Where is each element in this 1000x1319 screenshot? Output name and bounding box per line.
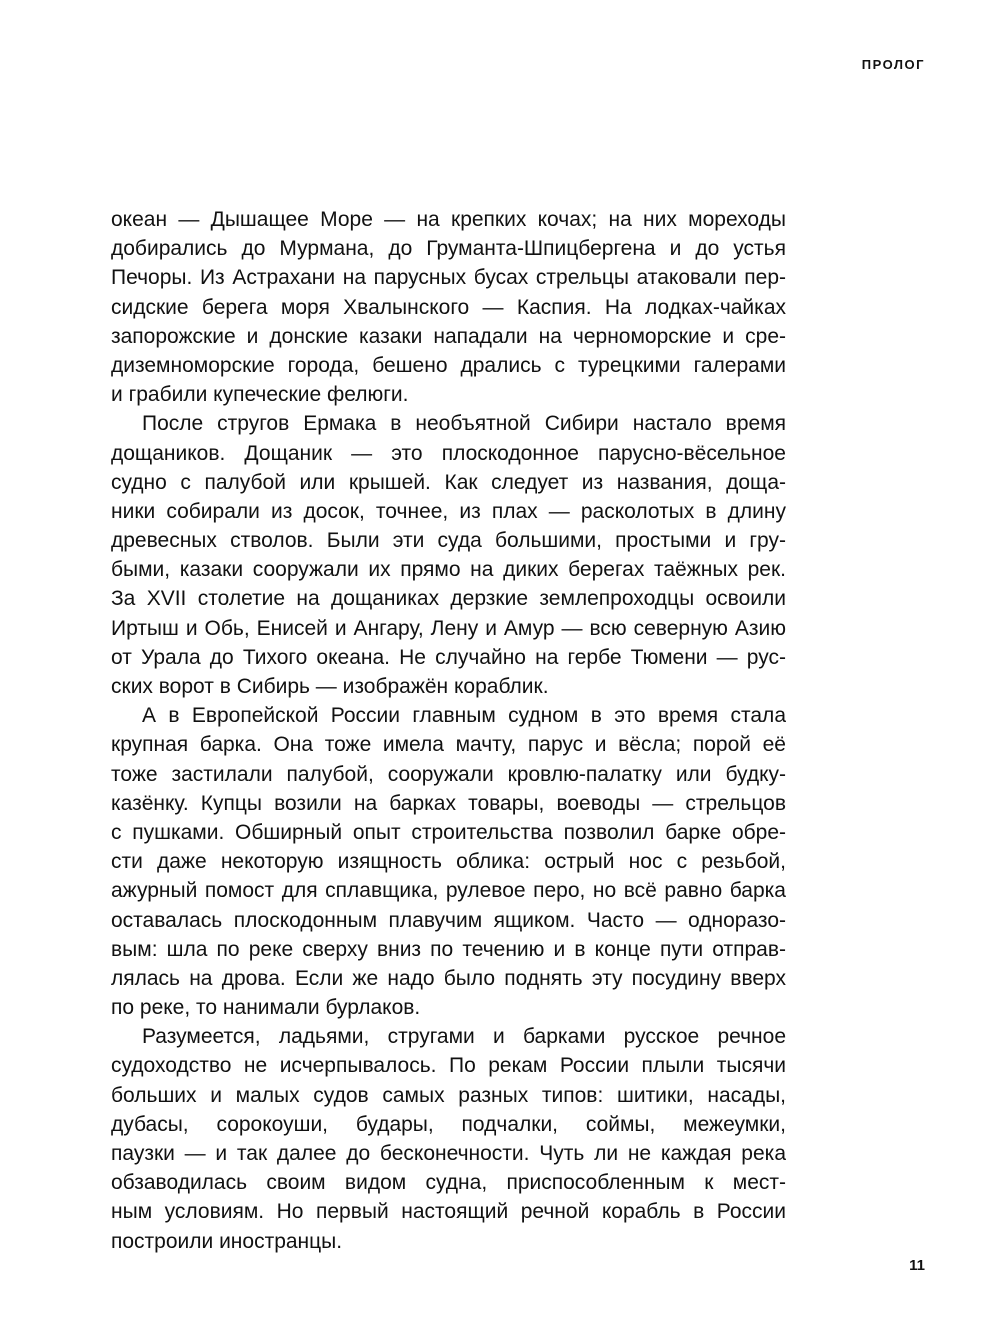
text-line: дощаников. Дощаник — это плоскодонное парусно-вёсельное [111, 441, 786, 465]
text-line: вым: шла по реке сверху вниз по течению и в конце пути отправ- [111, 937, 786, 961]
text-line: от Урала до Тихого океана. Не случайно на гербе Тюмени — рус- [111, 645, 786, 669]
text-line: древесных стволов. Были эти суда большими, простыми и гру- [111, 529, 786, 553]
text-line: построили иностранцы. [111, 1229, 343, 1253]
text-line: быми, казаки сооружали их прямо на диких берегах таёжных рек. [111, 558, 786, 582]
text-line: запорожские и донские казаки нападали на черноморские и сре- [111, 324, 786, 348]
text-line: ских ворот в Сибирь — изображён кораблик. [111, 675, 549, 698]
text-line: и грабили купеческие фелюги. [111, 383, 409, 407]
text-line: ники собирали из досок, точнее, из плах — расколотых в длину [111, 499, 786, 523]
text-line: судно с палубой или крышей. Как следует из названия, доща- [111, 470, 786, 494]
page-number: 11 [909, 1257, 925, 1274]
page-body [111, 205, 786, 1256]
text-line: добирались до Мурмана, до Груманта-Шпицбергена и до устья [111, 237, 786, 261]
text-line: тоже застилали палубой, сооружали кровлю-палатку или будку- [111, 762, 786, 786]
text-line: по реке, то нанимали бурлаков. [111, 996, 421, 1020]
text-line: лялась на дрова. Если же надо было поднять эту посудину вверх [111, 966, 786, 990]
paragraph [111, 409, 786, 701]
text-line: казёнку. Купцы возили на барках товары, воеводы — стрельцов [111, 791, 786, 815]
text-line: обзаводилась своим видом судна, приспособленным к мест- [111, 1171, 786, 1195]
text-line: диземноморские города, бешено дрались с турецкими галерами [111, 353, 786, 377]
text-line: больших и малых судов самых разных типов: шитики, насады, [111, 1083, 786, 1107]
text-line: океан — Дышащее Море — на крепких кочах; на них мореходы [111, 208, 786, 231]
text-line: Печоры. Из Астрахани на парусных бусах стрельцы атаковали пер- [111, 266, 786, 290]
text-line: судоходство не исчерпывалось. По рекам России плыли тысячи [111, 1054, 786, 1078]
text-line: Иртыш и Обь, Енисей и Ангару, Лену и Амур — всю северную Азию [111, 616, 786, 640]
text-line: крупная барка. Она тоже имела мачту, парус и вёсла; порой её [111, 733, 786, 757]
text-line: сидские берега моря Хвалынского — Каспия. На лодках-чайках [111, 295, 786, 319]
text-line: сти даже некоторую изящность облика: острый нос с резьбой, [111, 850, 786, 874]
text-line: с пушками. Обширный опыт строительства позволил барке обре- [111, 820, 786, 844]
paragraph [111, 701, 786, 1022]
text-line: ажурный помост для сплавщика, рулевое перо, но всё равно барка [111, 879, 786, 903]
text-line: За XVII столетие на дощаниках дерзкие землепроходцы освоили [111, 587, 786, 611]
text-line: паузки — и так далее до бесконечности. Чуть ли не каждая река [111, 1142, 786, 1165]
running-head: ПРОЛОГ [861, 57, 925, 72]
text-line: оставалась плоскодонным плавучим ящиком. Часто — одноразо- [111, 908, 786, 932]
text-line: дубасы, сорокоуши, будары, подчалки, соймы, межеумки, [111, 1112, 786, 1136]
text-line: После стругов Ермака в необъятной Сибири настало время [142, 412, 786, 436]
text-line: ным условиям. Но первый настоящий речной корабль в России [111, 1200, 786, 1224]
paragraph [111, 205, 786, 409]
text-line: Разумеется, ладьями, стругами и барками русское речное [142, 1025, 786, 1049]
paragraph [111, 1022, 786, 1256]
text-line: А в Европейской России главным судном в это время стала [142, 704, 786, 728]
